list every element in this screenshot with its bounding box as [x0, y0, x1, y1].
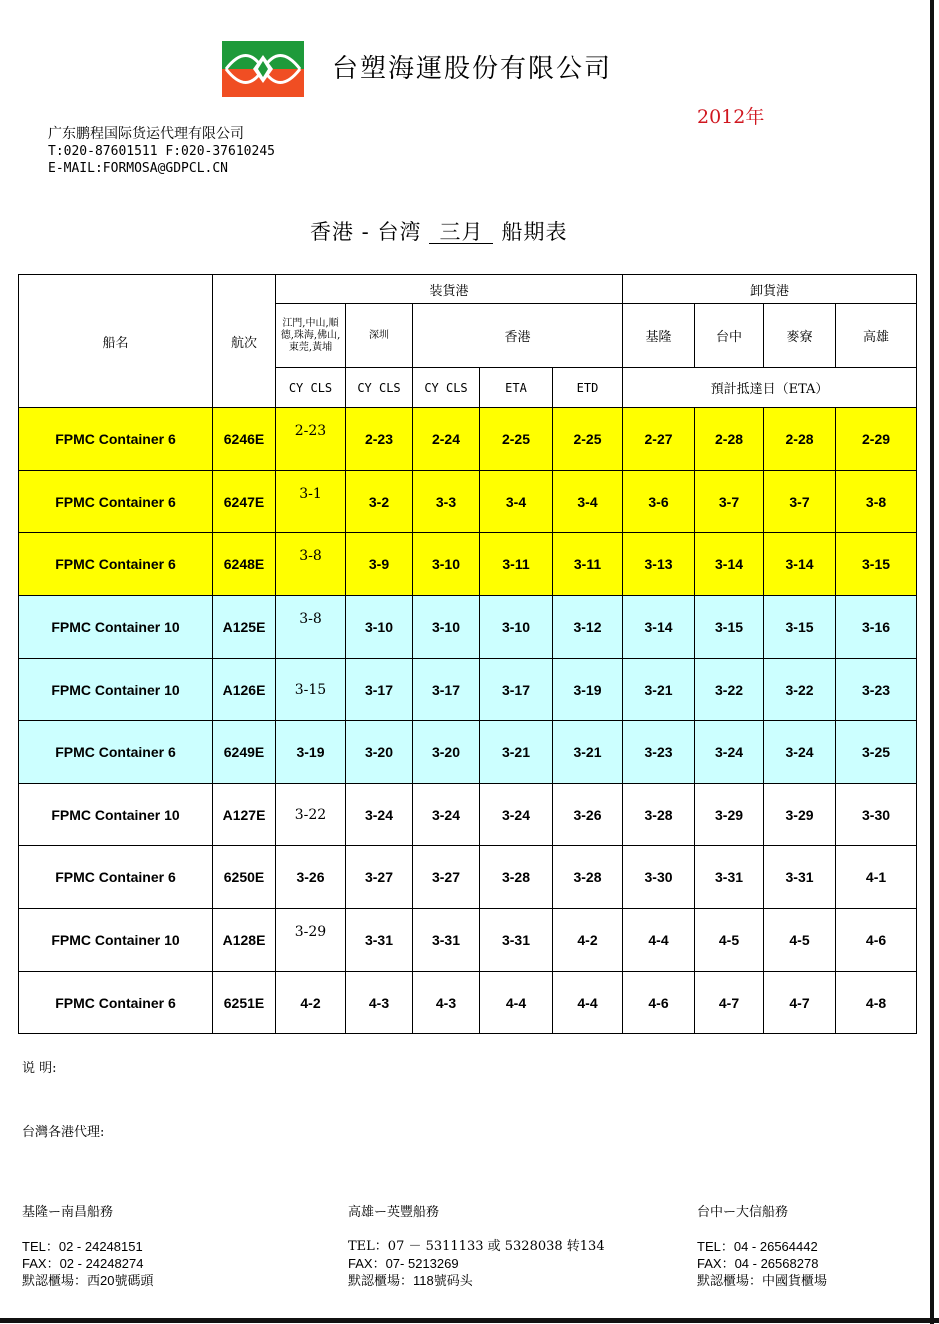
- shenzhen-cell: 3-24: [346, 784, 413, 846]
- explanation-label: 说 明:: [22, 1061, 57, 1076]
- jiangmen-cell: 3-19: [276, 721, 346, 784]
- hk-cy-cell: 3-24: [413, 784, 480, 846]
- kaohsiung-cell: 2-29: [836, 408, 917, 471]
- agent-taichung-tel: TEL：04 - 26564442: [697, 1239, 818, 1254]
- shenzhen-cell: 3-10: [346, 596, 413, 659]
- mailiao-cell: 3-31: [764, 846, 836, 909]
- mailiao-cell: 4-5: [764, 909, 836, 972]
- hk-eta-cell: 4-4: [480, 972, 553, 1034]
- agent-taichung-fax: FAX：04 - 26568278: [697, 1256, 819, 1271]
- keelung-cell: 3-28: [623, 784, 695, 846]
- hk-cy-cell: 3-31: [413, 909, 480, 972]
- keelung-cell: 3-6: [623, 471, 695, 533]
- estimated-arrival-header: 預計抵達日（ETA）: [623, 368, 917, 408]
- schedule-title: [310, 216, 567, 246]
- jiangmen-cell: 3-8: [276, 596, 346, 659]
- keelung-cell: 3-30: [623, 846, 695, 909]
- voyage-cell: A125E: [213, 596, 276, 659]
- shenzhen-cell: 2-23: [346, 408, 413, 471]
- keelung-cell: 4-6: [623, 972, 695, 1034]
- voyage-cell: 6247E: [213, 471, 276, 533]
- agent-keelung-name: 基隆ー南昌船務: [22, 1205, 114, 1220]
- etd-header: ETD: [553, 368, 623, 408]
- agent-kaohsiung-tel: TEL：07 － 5311133 或 5328038 转134: [348, 1239, 605, 1254]
- voyage-cell: 6251E: [213, 972, 276, 1034]
- kaohsiung-cell: 4-1: [836, 846, 917, 909]
- voyage-cell: 6246E: [213, 408, 276, 471]
- vessel-cell: FPMC Container 10: [19, 784, 213, 846]
- taichung-cell: 3-24: [695, 721, 764, 784]
- vessel-cell: FPMC Container 10: [19, 659, 213, 721]
- hk-etd-cell: 4-2: [553, 909, 623, 972]
- jiangmen-cell: 3-8: [276, 533, 346, 596]
- jiangmen-cell: 2-23: [276, 408, 346, 471]
- port-keelung-header: 基隆: [623, 304, 695, 368]
- shenzhen-cell: 3-17: [346, 659, 413, 721]
- agent-kaohsiung: [348, 1204, 605, 1289]
- voyage-cell: 6248E: [213, 533, 276, 596]
- cy-cls-header: CY CLS: [346, 368, 413, 408]
- shenzhen-cell: 3-27: [346, 846, 413, 909]
- table-row: [19, 596, 917, 659]
- voyage-cell: A126E: [213, 659, 276, 721]
- taichung-cell: 3-22: [695, 659, 764, 721]
- shenzhen-cell: 3-2: [346, 471, 413, 533]
- jiangmen-cell: 3-15: [276, 659, 346, 721]
- hk-cy-cell: 3-17: [413, 659, 480, 721]
- port-jiangmen-header: 江門,中山,順德,珠海,佛山,東莞,黃埔: [276, 304, 346, 368]
- kaohsiung-cell: 3-15: [836, 533, 917, 596]
- vessel-cell: FPMC Container 6: [19, 972, 213, 1034]
- hk-etd-cell: 3-26: [553, 784, 623, 846]
- taichung-cell: 2-28: [695, 408, 764, 471]
- hk-eta-cell: 3-10: [480, 596, 553, 659]
- hk-eta-cell: 3-17: [480, 659, 553, 721]
- taichung-cell: 4-7: [695, 972, 764, 1034]
- jiangmen-cell: 3-1: [276, 471, 346, 533]
- agent-info: [48, 126, 275, 177]
- hk-cy-cell: 2-24: [413, 408, 480, 471]
- jiangmen-cell: 3-26: [276, 846, 346, 909]
- keelung-cell: 3-21: [623, 659, 695, 721]
- shenzhen-cell: 3-20: [346, 721, 413, 784]
- agent-name: 广东鹏程国际货运代理有限公司: [48, 126, 244, 142]
- taichung-cell: 3-14: [695, 533, 764, 596]
- table-row: [19, 846, 917, 909]
- voyage-cell: 6250E: [213, 846, 276, 909]
- taichung-cell: 3-31: [695, 846, 764, 909]
- voyage-cell: 6249E: [213, 721, 276, 784]
- table-row: [19, 721, 917, 784]
- hk-cy-cell: 3-3: [413, 471, 480, 533]
- loading-ports-header: 装貨港: [276, 275, 623, 304]
- table-row: [19, 784, 917, 846]
- mailiao-cell: 2-28: [764, 408, 836, 471]
- jiangmen-cell: 4-2: [276, 972, 346, 1034]
- hk-eta-cell: 2-25: [480, 408, 553, 471]
- year-label: 2012年: [697, 106, 765, 128]
- shenzhen-cell: 4-3: [346, 972, 413, 1034]
- keelung-cell: 3-13: [623, 533, 695, 596]
- col-vessel-header: 船名: [19, 275, 213, 408]
- vessel-cell: FPMC Container 6: [19, 846, 213, 909]
- mailiao-cell: 3-29: [764, 784, 836, 846]
- hk-eta-cell: 3-28: [480, 846, 553, 909]
- title-route: 香港 - 台湾: [310, 220, 422, 244]
- kaohsiung-cell: 3-8: [836, 471, 917, 533]
- agent-kaohsiung-name: 高雄ー英豐船務: [348, 1205, 440, 1220]
- port-taichung-header: 台中: [695, 304, 764, 368]
- agent-email: E-MAIL:FORMOSA@GDPCL.CN: [48, 161, 229, 176]
- keelung-cell: 4-4: [623, 909, 695, 972]
- agent-keelung: [22, 1204, 153, 1289]
- kaohsiung-cell: 3-23: [836, 659, 917, 721]
- mailiao-cell: 3-7: [764, 471, 836, 533]
- jiangmen-cell: 3-29: [276, 909, 346, 972]
- kaohsiung-cell: 3-16: [836, 596, 917, 659]
- kaohsiung-cell: 4-6: [836, 909, 917, 972]
- hk-eta-cell: 3-24: [480, 784, 553, 846]
- mailiao-cell: 4-7: [764, 972, 836, 1034]
- mailiao-cell: 3-14: [764, 533, 836, 596]
- hk-eta-cell: 3-21: [480, 721, 553, 784]
- keelung-cell: 3-14: [623, 596, 695, 659]
- hk-etd-cell: 3-28: [553, 846, 623, 909]
- agent-kaohsiung-fax: FAX：07- 5213269: [348, 1256, 459, 1271]
- shenzhen-cell: 3-31: [346, 909, 413, 972]
- hk-cy-cell: 4-3: [413, 972, 480, 1034]
- port-shenzhen-header: 深圳: [346, 304, 413, 368]
- col-voyage-header: 航次: [213, 275, 276, 408]
- voyage-cell: A128E: [213, 909, 276, 972]
- agent-taichung-name: 台中ー大信船務: [697, 1205, 789, 1220]
- kaohsiung-cell: 4-8: [836, 972, 917, 1034]
- table-row: [19, 471, 917, 533]
- mailiao-cell: 3-24: [764, 721, 836, 784]
- agent-taichung-yard: 默認櫃場：中國貨櫃場: [697, 1273, 828, 1288]
- hk-etd-cell: 3-12: [553, 596, 623, 659]
- schedule-table: [18, 274, 917, 1034]
- vessel-cell: FPMC Container 6: [19, 721, 213, 784]
- hk-etd-cell: 3-21: [553, 721, 623, 784]
- hk-cy-cell: 3-27: [413, 846, 480, 909]
- voyage-cell: A127E: [213, 784, 276, 846]
- taichung-cell: 3-15: [695, 596, 764, 659]
- cy-cls-header: CY CLS: [413, 368, 480, 408]
- vessel-cell: FPMC Container 6: [19, 408, 213, 471]
- taichung-cell: 3-29: [695, 784, 764, 846]
- hk-etd-cell: 3-19: [553, 659, 623, 721]
- hk-etd-cell: 4-4: [553, 972, 623, 1034]
- hk-etd-cell: 3-4: [553, 471, 623, 533]
- shenzhen-cell: 3-9: [346, 533, 413, 596]
- hk-eta-cell: 3-31: [480, 909, 553, 972]
- page-border-right: [930, 0, 934, 1324]
- mailiao-cell: 3-15: [764, 596, 836, 659]
- hk-cy-cell: 3-20: [413, 721, 480, 784]
- keelung-cell: 2-27: [623, 408, 695, 471]
- jiangmen-cell: 3-22: [276, 784, 346, 846]
- taiwan-agents-label: 台灣各港代理:: [22, 1125, 105, 1140]
- discharge-ports-header: 卸貨港: [623, 275, 917, 304]
- vessel-cell: FPMC Container 6: [19, 471, 213, 533]
- table-row: [19, 972, 917, 1034]
- vessel-cell: FPMC Container 10: [19, 909, 213, 972]
- port-hongkong-header: 香港: [413, 304, 623, 368]
- kaohsiung-cell: 3-30: [836, 784, 917, 846]
- agent-kaohsiung-yard: 默認櫃場：118號码头: [348, 1273, 473, 1288]
- page-border-bottom: [0, 1318, 939, 1323]
- agent-taichung: [697, 1204, 827, 1289]
- hk-etd-cell: 3-11: [553, 533, 623, 596]
- agent-keelung-fax: FAX：02 - 24248274: [22, 1256, 144, 1271]
- hk-cy-cell: 3-10: [413, 533, 480, 596]
- agent-keelung-yard: 默認櫃場：西20號碼頭: [22, 1273, 154, 1288]
- taichung-cell: 3-7: [695, 471, 764, 533]
- keelung-cell: 3-23: [623, 721, 695, 784]
- hk-eta-cell: 3-4: [480, 471, 553, 533]
- port-kaohsiung-header: 高雄: [836, 304, 917, 368]
- vessel-cell: FPMC Container 10: [19, 596, 213, 659]
- taichung-cell: 4-5: [695, 909, 764, 972]
- eta-header: ETA: [480, 368, 553, 408]
- vessel-cell: FPMC Container 6: [19, 533, 213, 596]
- hk-eta-cell: 3-11: [480, 533, 553, 596]
- agent-keelung-tel: TEL：02 - 24248151: [22, 1239, 143, 1254]
- title-month: 三月: [429, 221, 493, 244]
- formosa-logo-icon: [222, 41, 304, 97]
- title-suffix: 船期表: [501, 220, 568, 244]
- port-mailiao-header: 麥寮: [764, 304, 836, 368]
- company-name: 台塑海運股份有限公司: [332, 54, 613, 84]
- agent-phone-fax: T:020-87601511 F:020-37610245: [48, 144, 275, 159]
- table-row: [19, 659, 917, 721]
- cy-cls-header: CY CLS: [276, 368, 346, 408]
- hk-etd-cell: 2-25: [553, 408, 623, 471]
- hk-cy-cell: 3-10: [413, 596, 480, 659]
- table-row: [19, 408, 917, 471]
- table-row: [19, 533, 917, 596]
- mailiao-cell: 3-22: [764, 659, 836, 721]
- kaohsiung-cell: 3-25: [836, 721, 917, 784]
- table-row: [19, 909, 917, 972]
